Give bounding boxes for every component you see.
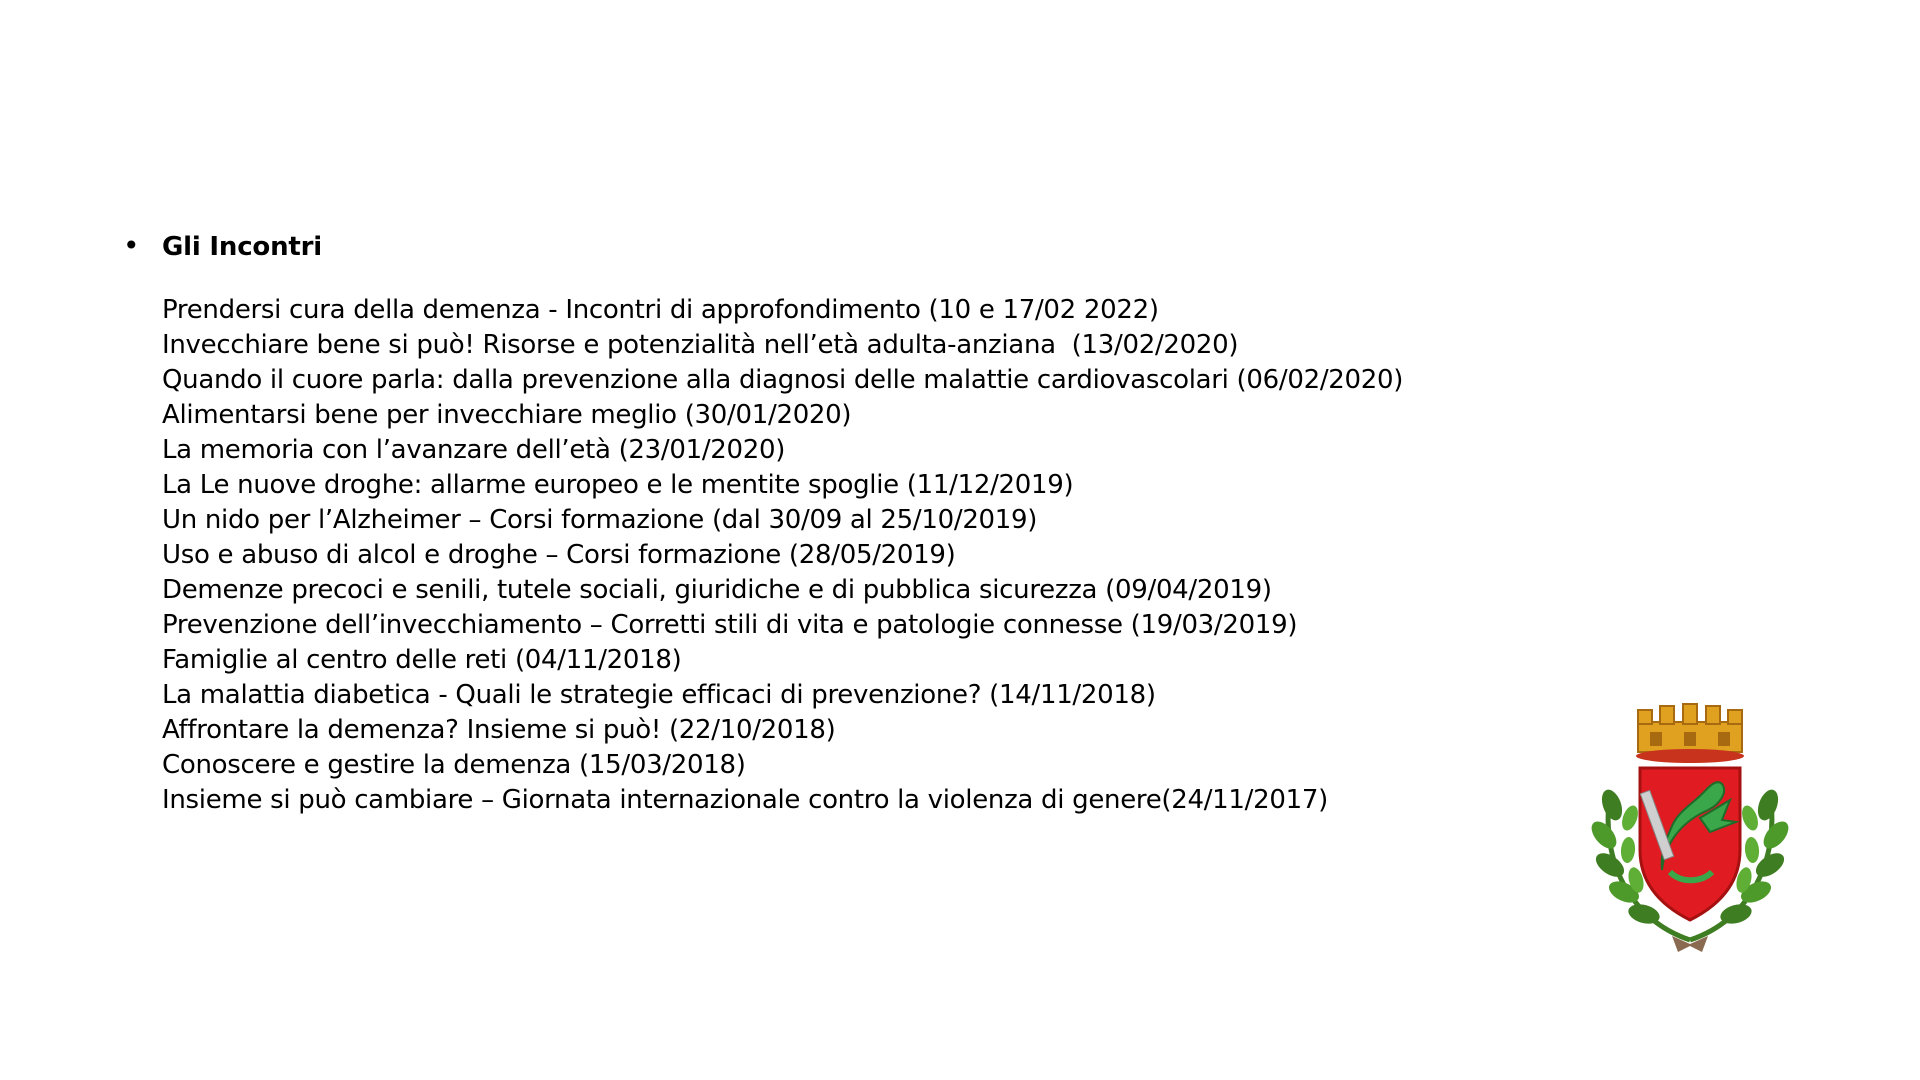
list-item: Quando il cuore parla: dalla prevenzione alla diagnosi delle malattie cardiovascolari (06/02/2020) xyxy=(162,365,1404,395)
section-heading: Gli Incontri xyxy=(162,232,322,262)
events-list xyxy=(162,293,1623,818)
list-item: La memoria con l’avanzare dell’età (23/01/2020) xyxy=(162,435,786,465)
bullet-icon: • xyxy=(123,229,140,262)
list-item: Un nido per l’Alzheimer – Corsi formazione (dal 30/09 al 25/10/2019) xyxy=(162,505,1038,535)
list-item: Insieme si può cambiare – Giornata internazionale contro la violenza di genere(24/11/2017) xyxy=(162,785,1328,815)
slide-content xyxy=(123,226,1623,818)
list-item: Invecchiare bene si può! Risorse e potenzialità nell’età adulta-anziana (13/02/2020) xyxy=(162,330,1239,360)
list-item: La malattia diabetica - Quali le strategie efficaci di prevenzione? (14/11/2018) xyxy=(162,680,1156,710)
list-item: Uso e abuso di alcol e droghe – Corsi formazione (28/05/2019) xyxy=(162,540,956,570)
bullet-heading-row xyxy=(123,226,1623,267)
crown xyxy=(1636,704,1744,763)
list-item: Prendersi cura della demenza - Incontri di approfondimento (10 e 17/02 2022) xyxy=(162,295,1159,325)
list-item: Famiglie al centro delle reti (04/11/2018) xyxy=(162,645,682,675)
list-item: Prevenzione dell’invecchiamento – Corretti stili di vita e patologie connesse (19/03/2019) xyxy=(162,610,1298,640)
list-item: La Le nuove droghe: allarme europeo e le mentite spoglie (11/12/2019) xyxy=(162,470,1074,500)
coat-of-arms-graphic xyxy=(1590,700,1790,960)
list-item: Alimentarsi bene per invecchiare meglio (30/01/2020) xyxy=(162,400,852,430)
list-item: Conoscere e gestire la demenza (15/03/2018) xyxy=(162,750,746,780)
coat-of-arms-icon xyxy=(1590,700,1790,960)
list-item: Demenze precoci e senili, tutele sociali, giuridiche e di pubblica sicurezza (09/04/2019) xyxy=(162,575,1272,605)
list-item: Affrontare la demenza? Insieme si può! (22/10/2018) xyxy=(162,715,836,745)
